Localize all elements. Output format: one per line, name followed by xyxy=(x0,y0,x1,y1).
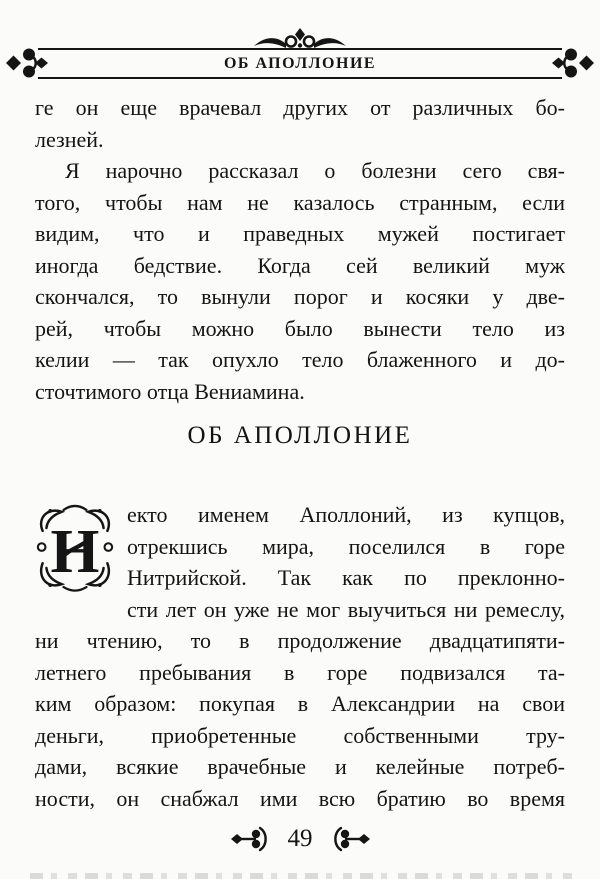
paragraph-apollonius xyxy=(35,499,565,814)
text-line: келии — так опухло тело блаженного и до- xyxy=(35,347,565,372)
dropcap-letter: Н xyxy=(50,515,100,586)
text-line: ности, он снабжал ими всю братию во время xyxy=(35,785,565,811)
text-line: скончался, то вынули порог и косяки у две- xyxy=(35,284,565,309)
text-line: отрекшись мира, поселился в горе xyxy=(127,533,565,559)
running-head: ОБ АПОЛЛОНИЕ xyxy=(223,55,377,72)
scroll-crown-ornament-icon xyxy=(252,27,348,50)
text-line: летнего пребывания в горе подвизался та- xyxy=(35,659,565,685)
text-line: ге он еще врачевал других от различных бо- xyxy=(35,95,565,120)
section-heading: ОБ АПОЛЛОНИЕ xyxy=(187,422,413,449)
footer-left-ornament-icon xyxy=(230,825,268,853)
text-line: ни чтению, то в продолжение двадцатипяти- xyxy=(35,628,565,653)
paragraph-continuation xyxy=(35,92,565,155)
text-line: того, чтобы нам не казалось странным, если xyxy=(35,189,565,215)
ornate-initial-icon xyxy=(35,502,115,594)
next-page-text-peek xyxy=(30,873,580,879)
text-line: сти лет он уже не мог выучиться ни ремеслу, xyxy=(127,596,565,622)
page-footer xyxy=(0,824,600,854)
footer-right-ornament-icon xyxy=(333,825,371,853)
text-line: дами, всякие врачебные и келейные потреб- xyxy=(35,754,565,779)
text-line: иногда бедствие. Когда сей великий муж xyxy=(35,252,565,278)
text-line: деньги, приобретенные собственными тру- xyxy=(35,722,565,748)
text-line: лезней. xyxy=(35,126,104,152)
text-line: екто именем Аполлоний, из купцов, xyxy=(127,502,565,527)
paragraph-benjamin xyxy=(35,155,565,407)
page-number: 49 xyxy=(287,825,313,852)
header-band xyxy=(38,48,562,79)
text-line: Нитрийской. Так как по преклонно- xyxy=(127,565,565,590)
text-line: ким образом: покупая в Александрии на свои xyxy=(35,691,565,716)
text-line: рей, чтобы можно было вынести тело из xyxy=(35,315,565,341)
text-line: Я нарочно рассказал о болезни сего свя- xyxy=(65,158,565,183)
text-line: видим, что и праведных мужей постигает xyxy=(35,221,565,246)
text-line: сточтимого отца Вениамина. xyxy=(35,378,305,404)
text-column xyxy=(35,92,565,814)
